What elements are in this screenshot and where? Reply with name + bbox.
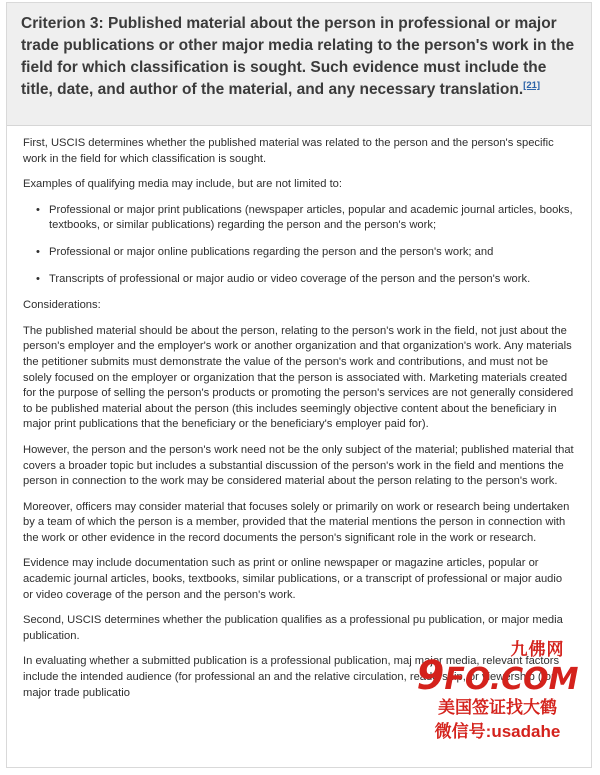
paragraph-5: However, the person and the person's work need not be the only subject of the material; published material that covers a broader topic but includes a substantial discussion of the person's work in the field and mentions the person in connection to the work may be considered material about the person relating to the person's work. bbox=[23, 443, 574, 488]
watermark-logo-rest: FO.COM bbox=[444, 662, 579, 697]
criterion-title-text: Criterion 3: Published material about the person in professional or major trade publications or other major media relating to the person's work in the field for which classification is sought. Such evidence must include the title, date, and author of the material, and any necessary translation. bbox=[21, 15, 575, 98]
footnote-link[interactable]: [21] bbox=[523, 79, 541, 91]
watermark-line-2: 微信号:usadahe bbox=[434, 722, 561, 741]
watermark-logo-text bbox=[405, 653, 590, 699]
list-item-text: Professional or major print publications (newspaper articles, popular and academic journal articles, books, textbooks, or similar publications) regarding the person and the person's work; bbox=[49, 203, 573, 232]
paragraph-4: The published material should be about the person, relating to the person's work in the field, not just about the person's employer and the employer's work or another organization and that organization's work. Any materials the petitioner submits must demonstrate the value of the person's work and contributions, and must not be solely focused on the employer or organization that the person is associated with. Marketing materials created for the purpose of selling the person's products or promoting the person's services are not generally considered to be published material about the person (this includes seemingly objective content about the beneficiary in major print publications that the beneficiary or the beneficiary's employer paid for). bbox=[23, 324, 574, 431]
paragraph-8: Second, USCIS determines whether the publication qualifies as a professional pu publication, or major media publication. bbox=[23, 614, 563, 642]
list-item-text: Transcripts of professional or major audio or video coverage of the person and the person's work. bbox=[49, 272, 531, 285]
list-item bbox=[36, 203, 575, 234]
bullet-icon: • bbox=[36, 245, 40, 258]
criterion-body bbox=[7, 126, 591, 701]
watermark-logo bbox=[405, 635, 590, 765]
watermark-line-1: 美国签证找大鹤 bbox=[438, 698, 557, 717]
paragraph-1: First, USCIS determines whether the published material was related to the person and the person's specific work in the field for which classification is sought. bbox=[23, 137, 554, 165]
bullet-icon: • bbox=[36, 203, 40, 216]
paragraph-considerations: Considerations: bbox=[23, 299, 101, 312]
footnote-ref bbox=[523, 80, 540, 91]
list-item-text: Professional or major online publications regarding the person and the person's work; and bbox=[49, 245, 494, 258]
paragraph-2: Examples of qualifying media may include, but are not limited to: bbox=[23, 178, 343, 191]
criterion-header bbox=[7, 3, 591, 126]
list-item bbox=[36, 245, 575, 261]
bullet-icon: • bbox=[36, 272, 40, 285]
examples-list bbox=[23, 203, 575, 287]
paragraph-6: Moreover, officers may consider material that focuses solely or primarily on work or research being undertaken by a team of which the person is a member, provided that the material mentions the person in connection with the work or other evidence in the record documents the person's significant role in the work or research. bbox=[23, 500, 570, 544]
paragraph-9: In evaluating whether a submitted publication is a professional publication, maj major media, relevant factors include the intended audience (for professional an and the relative circulation, readership, or viewership (for major trade publicatio bbox=[23, 655, 560, 699]
criterion-title bbox=[21, 13, 575, 101]
paragraph-7: Evidence may include documentation such as print or online newspaper or magazine articles, popular or academic journal articles, books, textbooks, similar publications, or a transcript of professional or major audio or video coverage of the person and the person's work. bbox=[23, 557, 563, 601]
watermark-logo-nine: 9 bbox=[416, 653, 445, 699]
list-item bbox=[36, 272, 575, 288]
watermark-site-name: 九佛网 bbox=[510, 640, 565, 659]
